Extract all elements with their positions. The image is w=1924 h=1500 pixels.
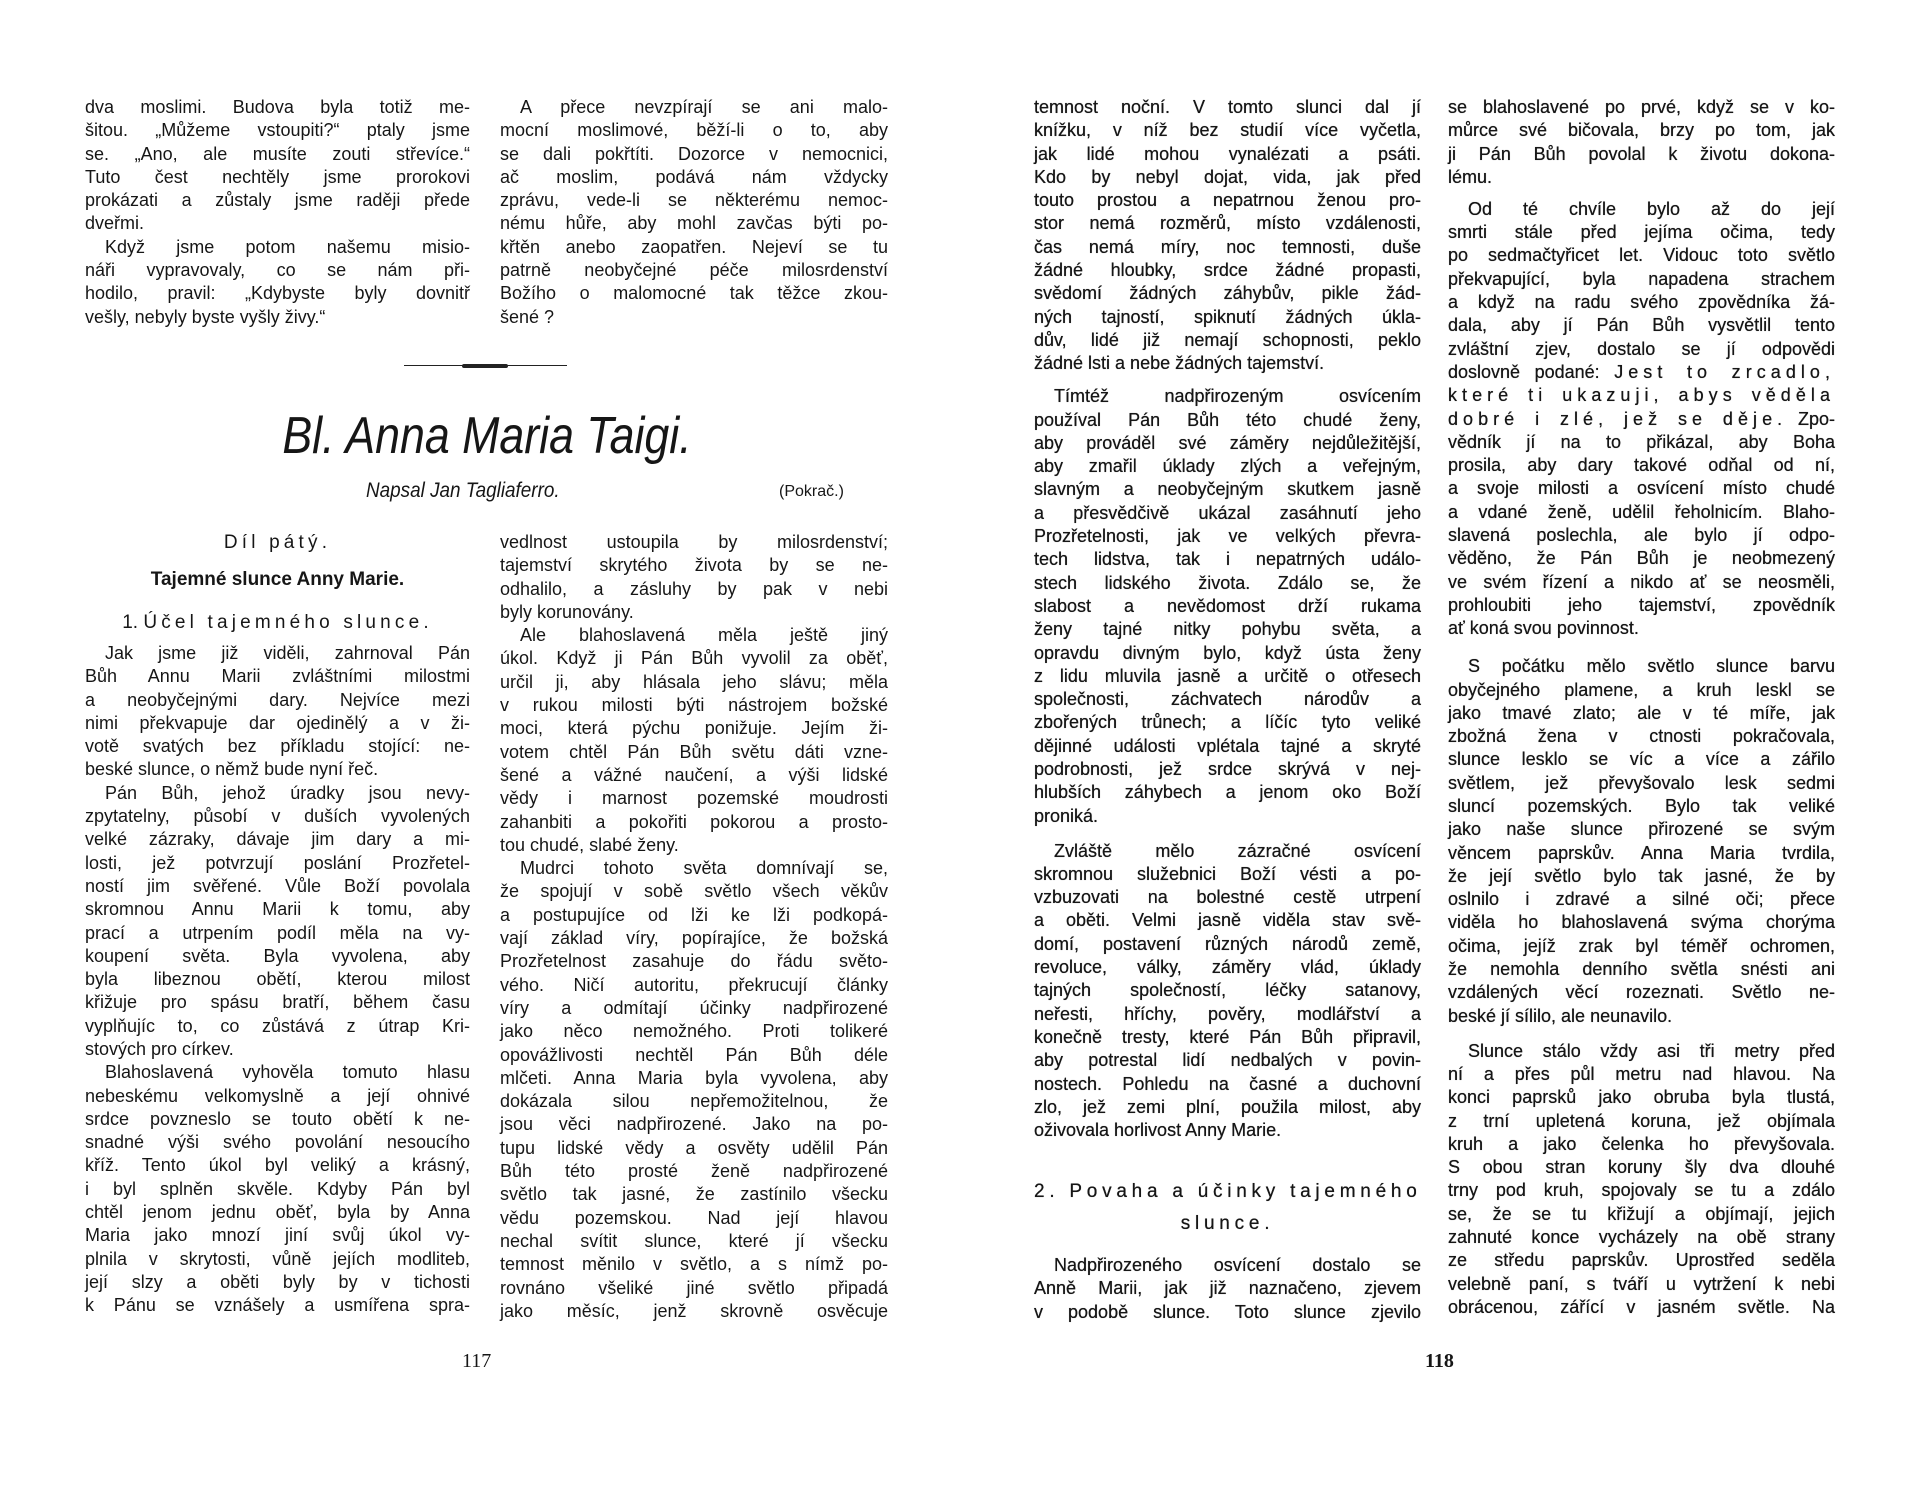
text-line: tupu lidské vědy a osvěty udělil Pán	[500, 1137, 888, 1158]
text-line: tajných společností, léčky satanovy,	[1034, 980, 1421, 1001]
text-line: velebně paní, s tváří u vytržení k nebi	[1448, 1273, 1835, 1294]
text-line: jako naše slunce přirozené se svým	[1448, 819, 1835, 840]
text-line: srdce povzneslo se touto obětí k ne-	[85, 1108, 470, 1129]
text-line: že její světlo bylo tak jasné, že by	[1448, 865, 1835, 886]
text-segment: Zpo-	[1787, 408, 1835, 429]
text-line: slavená poslechla, ale bylo jí odpo-	[1448, 525, 1835, 546]
emphasized-text: které ti ukazuji, abys věděla	[1448, 385, 1835, 406]
text-line: se dali pokřtíti. Dozorce v nemocnici,	[500, 143, 888, 164]
text-line: a neobyčejnými dary. Nejvíce mezi	[85, 689, 470, 710]
text-line: dokázala silou nepřemožitelnou, že	[500, 1091, 888, 1112]
text-line: aby potrestal lidí nedbalých v povin-	[1034, 1050, 1421, 1071]
paragraph	[1034, 1254, 1421, 1324]
text-line: skromnou Annu Marii k tomu, aby	[85, 899, 470, 920]
text-line: odhalilo, a zásluhy by pak v nebi	[500, 578, 888, 599]
text-line: Bůh Annu Marii zvláštními milostmi	[85, 666, 470, 687]
text-line: zprávu, vede-li se některému nemoc-	[500, 190, 888, 211]
column-right	[1448, 96, 1835, 1319]
text-line: jak lidé mohou vynalézati a psáti.	[1034, 143, 1421, 164]
text-line: Nadpřirozeného osvícení dostalo se	[1054, 1255, 1421, 1276]
part-heading: Díl pátý.	[223, 532, 332, 553]
text-line: jsou věci nadpřirozené. Jako na po-	[500, 1114, 888, 1135]
text-line: velké zázraky, dávaje jim dary a mi-	[85, 829, 470, 850]
text-line: domí, postavení různých národů země,	[1034, 933, 1421, 954]
text-line: dův, lidé již nemají schopnosti, peklo	[1034, 329, 1421, 350]
paragraph	[1034, 96, 1421, 376]
text-line: Když jsme potom našemu misio-	[105, 236, 470, 257]
text-line: svědomí žádných záhybův, pikle žád-	[1034, 283, 1421, 304]
text-line: světlo tak jasné, že zastínilo všecku	[500, 1184, 888, 1205]
text-line: společnosti, záchvatech národův a	[1034, 689, 1421, 710]
text-line: určil ji, aby hlásala jeho slávu; měla	[500, 671, 888, 692]
text-line: Zvláště mělo zázračné osvícení	[1054, 840, 1421, 861]
section-heading-line: 2. Povaha a účinky tajemného	[1034, 1181, 1422, 1203]
text-line: tou chudé, slabé ženy.	[500, 834, 679, 855]
paragraph	[500, 96, 888, 329]
text-line: jako měsíc, jenž skrovně osvěcuje	[500, 1300, 888, 1321]
text-line: můrce své bičovala, brzy po tom, jak	[1448, 120, 1835, 141]
text-line: zbožná žena v ctnosti pokračovala,	[1448, 726, 1835, 747]
text-line: vedlnost ustoupila by milosrdenství;	[500, 532, 888, 552]
text-line: světlem, jež převyšovalo lesk sedmi	[1448, 772, 1835, 793]
text-line: dveřmi.	[85, 213, 145, 234]
text-line: slavným a neobyčejným skutkem jasně	[1034, 479, 1421, 500]
emphasized-text: dobré i zlé, jež se děje.	[1448, 408, 1788, 429]
paragraph	[85, 642, 470, 782]
text-line: zbořených trůnech; a líčíc tyto veliké	[1034, 712, 1421, 733]
text-line: losti, jež potvrzují poslání Prozřetel-	[85, 852, 470, 873]
text-line: kříž. Tento úkol byl veliký a krásný,	[85, 1155, 470, 1176]
section-title: Účel tajemného slunce.	[143, 611, 433, 633]
paragraph	[1448, 198, 1835, 641]
text-line: vzbuzovati na bolestné cestě utrpení	[1034, 887, 1421, 908]
text-line: Tuto čest nechtěly jsme prorokovi	[85, 166, 470, 187]
text-line: hodilo, pravil: „Kdybyste byly dovnitř	[85, 283, 470, 304]
text-line: beské slunce, o němž bude nyní řeč.	[85, 759, 379, 780]
text-line: nému hůře, aby mohl zavčas býti po-	[500, 213, 888, 234]
text-line: že spojují v sobě světlo všech věkův	[500, 881, 888, 902]
text-line: zahnuté konce vycházely na obě strany	[1448, 1227, 1835, 1248]
text-line: hlubších záhybech a jenom oko Boží	[1034, 782, 1421, 803]
text-line: že nemohla denního světla snésti ani	[1448, 959, 1835, 980]
byline: Napsal Jan Tagliaferro.	[366, 479, 560, 502]
text-line: oživovala horlivost Anny Marie.	[1034, 1120, 1282, 1141]
text-line: k Pánu se vznášely a usmířena spra-	[85, 1295, 470, 1316]
text-line: koupení světa. Byla vyvolena, aby	[85, 945, 470, 966]
text-line: i byl splněn skvěle. Kdyby Pán byl	[85, 1178, 470, 1199]
text-line: Blahoslavená vyhověla tomuto hlasu	[105, 1062, 470, 1083]
text-line: aby prováděl své záměry nejdůležitější,	[1034, 432, 1421, 453]
text-line: stech lidského života. Zdálo se, že	[1034, 572, 1421, 593]
text-line: šené ?	[500, 306, 555, 327]
text-line: vědník jí na to přikázal, aby Boha	[1448, 431, 1835, 452]
text-line: temnost měnilo v světlo, a s nímž po-	[500, 1254, 888, 1275]
article-title: Bl. Anna Maria Taigi.	[282, 407, 692, 465]
text-line: a oběti. Velmi jasně viděla stav svě-	[1034, 910, 1421, 931]
text-line: Božího o malomocné tak těžce zkou-	[500, 283, 888, 304]
text-line: dala, aby jí Pán Bůh vysvětlil tento	[1448, 315, 1835, 336]
text-line: stor nemá rozměrů, místo vzdálenosti,	[1034, 213, 1421, 234]
text-line: beské jí sílilo, ale neunavilo.	[1448, 1005, 1673, 1026]
text-line: používal Pán Bůh této chudé ženy,	[1034, 409, 1421, 430]
text-line: po sedmačtyřicet let. Vidouc toto světlo	[1448, 245, 1835, 266]
paragraph	[500, 624, 888, 857]
text-line: A přece nevzpírají se ani malo-	[520, 97, 888, 117]
text-line: šené a vážné naučení, a výši lidské	[500, 764, 888, 785]
ornamental-divider	[404, 364, 567, 368]
text-line: zlo, jež zemi plní, použila milost, aby	[1034, 1096, 1421, 1117]
text-line: Od té chvíle bylo až do její	[1468, 198, 1835, 219]
text-line: zvláštní zjev, dostalo se jí odpovědi	[1448, 338, 1835, 359]
text-line: ní a přes půl metru nad hlavou. Na	[1448, 1063, 1835, 1084]
text-line: v rukou milosti býti nástrojem božské	[500, 695, 888, 716]
emphasized-text: Jest to zrcadlo,	[1614, 361, 1835, 382]
text-line: tajemství skrytého života by se ne-	[500, 555, 888, 576]
text-line: zpytatelny, působí v duších vyvolených	[85, 806, 470, 827]
text-line: vešly, nebyly byste vyšly živy.“	[85, 306, 326, 327]
text-line: stových pro církev.	[85, 1039, 234, 1059]
text-line: trny pod kruh, spojovaly se tu a zdálo	[1448, 1180, 1835, 1201]
text-line: votem chtěl Pán Bůh světu dáti vzne-	[500, 741, 888, 762]
text-line: žádné lsti a nebe žádných tajemství.	[1034, 353, 1325, 374]
text-line: byly korunovány.	[500, 601, 634, 622]
text-line: Ale blahoslavená měla ještě jiný	[520, 625, 888, 646]
text-line: ve svém řízení a nikdo ať se neosměli,	[1448, 571, 1835, 592]
text-line	[1448, 384, 1835, 407]
text-line: viděla ho blahoslavená svýma chorýma	[1448, 912, 1835, 933]
section-heading	[85, 611, 470, 634]
text-line: Prozřetelnosti, jak ve velkých převra-	[1034, 526, 1421, 547]
text-line: z lidu mluvila jasně a určitě o otřesech	[1034, 665, 1421, 686]
text-line: vého. Ničí autoritu, překrucují články	[500, 974, 888, 995]
continuation-note: (Pokrač.)	[779, 483, 844, 500]
paragraph	[1448, 96, 1835, 189]
text-line: nebeskému velkomyslně a její ohnivé	[85, 1085, 470, 1106]
paragraph	[500, 857, 888, 1323]
text-line: skromnou služebnici Boží vésti a po-	[1034, 863, 1421, 884]
text-line: vzdálených věcí rozeznati. Světlo ne-	[1448, 982, 1835, 1003]
text-line: ností jim svěřené. Vůle Boží povolala	[85, 875, 470, 896]
text-line: ať koná svou povinnost.	[1448, 618, 1639, 639]
text-line: Slunce stálo vždy asi tři metry před	[1468, 1040, 1835, 1061]
text-line: ač moslim, podává nám vždycky	[500, 166, 888, 187]
text-line: a když na radu svého zpovědníka žá-	[1448, 292, 1835, 313]
text-line: Bůh této prosté ženě nadpřirozené	[500, 1161, 888, 1182]
text-line: se blahoslavené po prvé, když se v ko-	[1448, 97, 1835, 117]
text-line: nechal svítit slunce, které jí všecku	[500, 1230, 888, 1251]
column-top-right	[500, 96, 888, 329]
text-line: prosila, aby dary takové odňal od ní,	[1448, 455, 1835, 476]
text-line: mlčeti. Anna Maria byla vyvolena, aby	[500, 1067, 888, 1088]
text-line: se. „Ano, ale musíte zouti střevíce.“	[85, 143, 470, 164]
text-line: a přesvědčivě ukázal zasáhnutí jeho	[1034, 502, 1421, 523]
section-heading	[1034, 1180, 1421, 1235]
text-line: prací a utrpením podíl měla na vy-	[85, 922, 470, 943]
column-left	[1034, 96, 1421, 1324]
text-line: její slzy a oběti byly by v tichosti	[85, 1271, 470, 1292]
paragraph	[85, 1061, 470, 1317]
paragraph	[1034, 385, 1421, 828]
column-body	[85, 642, 470, 1318]
text-line: patrně neobyčejné péče milosrdenství	[500, 260, 888, 281]
text-line: náři vypravovaly, co se nám při-	[85, 260, 470, 281]
text-line: a postupujíce od lži ke lži podkopá-	[500, 904, 888, 925]
text-segment: doslovně podané:	[1448, 361, 1615, 382]
paragraph	[1034, 840, 1421, 1143]
column-left	[85, 531, 470, 1318]
text-line: kruh a jako čelenka ho převyšovala.	[1448, 1133, 1835, 1154]
text-line: ných tajností, spiknutí žádných úkla-	[1034, 306, 1421, 327]
text-line: vají základ víry, popírajíce, že božská	[500, 928, 888, 949]
paragraph	[85, 96, 470, 236]
text-line: obrácenou, zářící v jasném světle. Na	[1448, 1296, 1835, 1317]
text-line: vyplňujíc to, co zůstává z útrap Kri-	[85, 1015, 470, 1036]
text-line: slabost a nevědomost drží rukama	[1034, 595, 1421, 616]
text-line: víry a odmítají účinky nadpřirozené	[500, 997, 888, 1018]
text-line: votě svatých bez příkladu stojící: ne-	[85, 736, 470, 757]
paragraph	[1448, 655, 1835, 1028]
text-line: Tímtéž nadpřirozeným osvícením	[1054, 386, 1421, 407]
section-heading-line: slunce.	[1180, 1213, 1275, 1235]
text-line: opravdu divným bylo, když ústa ženy	[1034, 642, 1421, 663]
text-line: Mudrci tohoto světa domnívají se,	[520, 858, 888, 879]
text-line: z trní upletená koruna, jež objímala	[1448, 1110, 1835, 1131]
section-number: 1.	[122, 611, 139, 633]
text-line: sluncí pozemských. Bylo tak veliké	[1448, 795, 1835, 816]
text-line: překvapující, byla napadena strachem	[1448, 268, 1835, 289]
text-line: konečně tresty, které Pán Bůh připravil,	[1034, 1026, 1421, 1047]
text-line: žádné hloubky, srdce žádné propasti,	[1034, 260, 1421, 281]
text-line: slunce lesklo se víc a více a zářilo	[1448, 749, 1835, 770]
text-line: rovnáno všeliké jiné světlo připadá	[500, 1277, 888, 1298]
text-line: Pán Bůh, jehož úradky jsou nevy-	[105, 782, 470, 803]
text-line: ze středu paprskův. Uprostřed seděla	[1448, 1250, 1835, 1271]
text-line: v podobě slunce. Toto slunce zjevilo	[1034, 1301, 1421, 1322]
text-line: knížku, v níž bez studií více vyčetla,	[1034, 120, 1421, 141]
text-line: dva moslimi. Budova byla totiž me-	[85, 97, 470, 117]
text-line: Maria jako mnozí jiní svůj úkol vy-	[85, 1225, 470, 1246]
text-line: nostech. Pohledu na časné a duchovní	[1034, 1073, 1421, 1094]
column-top-left	[85, 96, 470, 329]
text-line: a svoje milosti a osvícení místo chudé	[1448, 478, 1835, 499]
text-line: obyčejného plamene, a kruh leskl se	[1448, 679, 1835, 700]
text-line: aby zmařil úklady zlých a veřejným,	[1034, 456, 1421, 477]
paragraph	[1448, 1040, 1835, 1320]
text-line: ji Pán Bůh povolal k životu dokona-	[1448, 143, 1835, 164]
text-line: vědy i marnost pozemské moudrosti	[500, 788, 888, 809]
text-line: věncem paprskův. Anna Maria tvrdila,	[1448, 842, 1835, 863]
text-line: se, že se tu křižují a objímají, jejich	[1448, 1203, 1835, 1224]
chapter-heading: Tajemné slunce Anny Marie.	[150, 568, 405, 590]
text-line: ženy tajné nitky pohybu světa, a	[1034, 619, 1421, 640]
text-line: zahanbiti a pokořiti pokorou a prosto-	[500, 811, 888, 832]
text-line: podrobnosti, jež srdce skrývá v nej-	[1034, 759, 1421, 779]
text-line	[1448, 361, 1835, 384]
text-line: byla libeznou obětí, kterou milost	[85, 969, 470, 990]
text-line: neřesti, hříchy, pověry, modlářství a	[1034, 1003, 1421, 1024]
text-line: Kdo by nebyl dojat, vida, jak před	[1034, 166, 1421, 187]
text-line: chtěl jenom jednu oběť, byla by Anna	[85, 1202, 470, 1223]
text-line: revoluce, války, záměry vlád, úklady	[1034, 957, 1421, 978]
paragraph	[85, 236, 470, 329]
text-line: Prozřetelnost zasahuje do řádu světo-	[500, 951, 888, 972]
paragraph	[500, 531, 888, 624]
text-line: lému.	[1448, 166, 1493, 187]
column-right	[500, 531, 888, 1323]
text-line: prohloubiti jeho tajemství, zpovědník	[1448, 594, 1835, 615]
text-line: konci paprsků jako obruba byla tlustá,	[1448, 1087, 1835, 1108]
text-line: prokázati a zůstaly jsme raději přede	[85, 190, 470, 211]
text-line: plnila v skrytosti, vůně jejích modliteb,	[85, 1248, 470, 1269]
text-line: jako něco nemožného. Proti tolikeré	[500, 1021, 888, 1042]
text-line: křtěn anebo zaopatřen. Nejeví se tu	[500, 236, 888, 257]
text-line: opovážlivosti nechtěl Pán Bůh déle	[500, 1044, 888, 1065]
text-line: smrti stále před jejíma očima, tedy	[1448, 222, 1835, 243]
text-line: vědu pozemskou. Nad její hlavou	[500, 1207, 888, 1228]
text-line: nimi překvapuje dar ojedinělý a v ži-	[85, 712, 470, 733]
text-line: touto prostou a nepatrnou ženou pro-	[1034, 190, 1421, 211]
text-line: oslnilo i zdravé a silné oči; přece	[1448, 889, 1835, 910]
text-line: čas nemá míry, noc temnosti, duše	[1034, 236, 1421, 257]
paragraph	[85, 782, 470, 1062]
text-line: Anně Marii, jak již naznačeno, zjevem	[1034, 1278, 1421, 1299]
text-line: křižuje pro spásu bratří, během času	[85, 992, 470, 1013]
text-line: jako tmavé zlato; ale v té míře, jak	[1448, 702, 1835, 723]
text-line: tech lidstva, tak i nepatrných událo-	[1034, 549, 1421, 570]
text-line	[1448, 408, 1835, 431]
text-line: snadné výši svého povolání nesoucího	[85, 1132, 470, 1153]
text-line: a vdané ženě, udělil řeholnicím. Blaho-	[1448, 501, 1835, 522]
page-number: 117	[462, 1350, 492, 1372]
text-line: proniká.	[1034, 805, 1099, 826]
text-line: S počátku mělo světlo slunce barvu	[1468, 656, 1835, 677]
text-line: temnost noční. V tomto slunci dal jí	[1034, 97, 1421, 117]
text-line: mocní moslimové, běží-li o to, aby	[500, 120, 888, 141]
text-line: Jak jsme již viděli, zahrnoval Pán	[105, 642, 470, 663]
text-line: dějinné události vplétala tajné a skryté	[1034, 735, 1421, 756]
text-line: šitou. „Můžeme vstoupiti?“ ptaly jsme	[85, 120, 470, 141]
text-line: očima, jejíž zrak byl téměř ochromen,	[1448, 935, 1835, 956]
text-line: S obou stran koruny šly dva dlouhé	[1448, 1157, 1835, 1178]
page-number: 118	[1425, 1350, 1454, 1372]
text-line: úkol. Když ji Pán Bůh vyvolil za oběť,	[500, 648, 888, 669]
text-line: moci, která pýchu ponižuje. Jejím ži-	[500, 718, 888, 739]
text-line: věděno, že Pán Bůh je neobmezený	[1448, 548, 1835, 569]
